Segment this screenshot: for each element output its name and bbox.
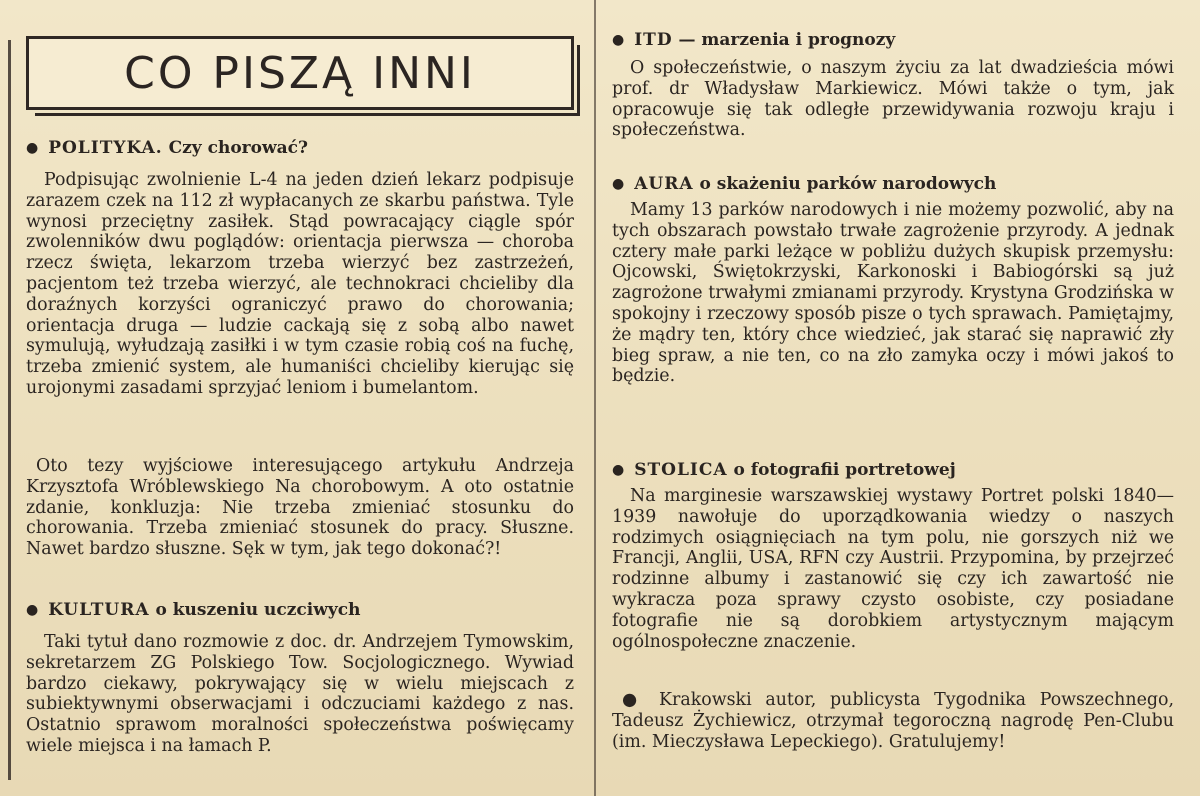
section-heading-itd: ● ITD — marzenia i prognozy	[612, 30, 896, 50]
article-paragraph: O społeczeństwie, o naszym życiu za lat dwadzieścia mówi prof. dr Władysław Markiewicz. Mówi także o tym, jak opracowuje się tak odległe przewidywania rozwoju kraju i społeczeństwa.	[612, 58, 1174, 141]
bullet-icon: ●	[612, 176, 625, 192]
section-heading-stolica: ● STOLICA o fotografii portretowej	[612, 460, 956, 480]
masthead-box	[26, 36, 574, 110]
article-paragraph: Na marginesie warszawskiej wystawy Portret polski 1840—1939 nawołuje do uporządkowania wiedzy o naszych rodzimych osiągnięciach na tym polu, nie gorszych niż we Francji, Anglii, USA, RFN czy Austrii. Przypomina, by przejrzeć rodzinne albumy i zastanowić się czy ich zawartość nie wykracza poza sprawy czysto osobiste, czy posiadane fotografie nie są dorobkiem artystycznym mającym ogólnospołeczne znaczenie.	[612, 486, 1174, 652]
section-heading-kultura: ● KULTURA o kuszeniu uczciwych	[26, 600, 361, 620]
bullet-icon: ●	[26, 140, 39, 156]
page-title: CO PISZĄ INNI	[124, 47, 476, 99]
column-divider	[594, 0, 596, 796]
left-margin-rule	[8, 40, 11, 780]
article-paragraph: ● Krakowski autor, publicysta Tygodnika Powszechnego, Tadeusz Żychiewicz, otrzymał tegoroczną nagrodę Pen-Clubu (im. Mieczysława Lepeckiego). Gratulujemy!	[612, 690, 1174, 752]
bullet-icon: ●	[26, 602, 39, 618]
article-paragraph: Podpisując zwolnienie L-4 na jeden dzień lekarz podpisuje zarazem czek na 112 zł wypłacanych ze skarbu państwa. Tyle wynosi przeciętny zasiłek. Stąd powracający ciągle spór zwolenników dwu poglądów: orientacja pierwsza — choroba rzecz święta, lekarzom trzeba wierzyć bez zastrzeżeń, pacjentom też trzeba wierzyć, ale technokraci chcieliby dla doraźnych korzyści ograniczyć prawo do chorowania; orientacja druga — ludzie cackają się z sobą albo nawet symulują, wyłudzają zasiłki i w tym czasie robią coś na fuchę, trzeba zmienić system, ale humaniści chcieliby kierując się urojonymi zasadami sprzyjać leniom i bumelantom.	[26, 170, 574, 398]
section-heading-aura: ● AURA o skażeniu parków narodowych	[612, 174, 997, 194]
article-paragraph: Taki tytuł dano rozmowie z doc. dr. Andrzejem Tymowskim, sekretarzem ZG Polskiego Tow. Socjologicznego. Wywiad bardzo ciekawy, pokrywający się w wielu miejscach z subiektywnymi obserwacjami i odczuciami każdego z nas. Ostatnio sprawom moralności społeczeństwa poświęcamy wiele miejsca i na łamach P.	[26, 632, 574, 756]
bullet-icon: ●	[612, 32, 625, 48]
bullet-icon: ●	[612, 462, 625, 478]
article-paragraph: Mamy 13 parków narodowych i nie możemy pozwolić, aby na tych obszarach powstało trwałe zagrożenie przyrody. A jednak cztery małe parki leżące w pobliżu dużych skupisk przemysłu: Ojcowski, Świętokrzyski, Karkonoski i Babiogórski są już zagrożone trwałymi zmianami przyrody. Krystyna Grodzińska w spokojny i rzeczowy sposób pisze o tych sprawach. Pamiętajmy, że mądry ten, który chce wiedzieć, jak starać się naprawić zły bieg spraw, a nie ten, co na zło zamyka oczy i mówi jakoś to będzie.	[612, 200, 1174, 387]
article-paragraph: Oto tezy wyjściowe interesującego artykułu Andrzeja Krzysztofa Wróblewskiego Na chorobowym. A oto ostatnie zdanie, konkluzja: Nie trzeba zmieniać stosunku do chorowania. Trzeba zmieniać stosunek do pracy. Słuszne. Nawet bardzo słuszne. Sęk w tym, jak tego dokonać?!	[26, 456, 574, 560]
section-heading-polityka: ● POLITYKA. Czy chorować?	[26, 138, 308, 158]
